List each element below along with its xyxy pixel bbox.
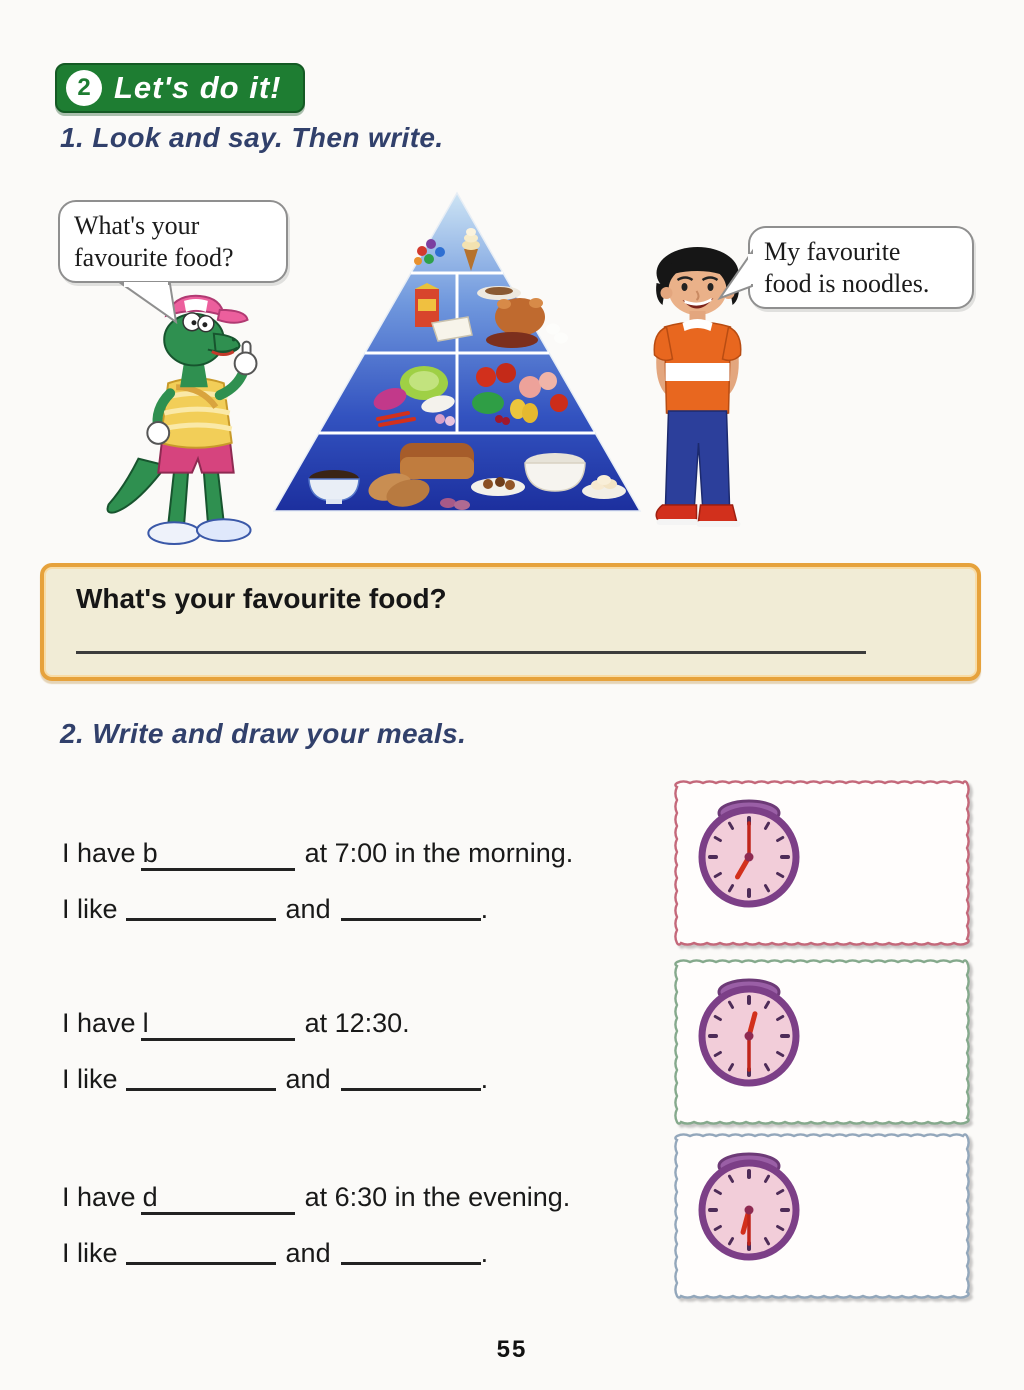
meal-name-blank[interactable] (141, 1008, 295, 1041)
blank-starting-letter: d (142, 1182, 158, 1212)
conjunction: and (285, 1238, 331, 1268)
drawing-frame-breakfast[interactable] (673, 779, 971, 947)
question-box (40, 563, 981, 681)
crocodile-character (96, 292, 286, 550)
food-blank-2[interactable] (341, 1238, 481, 1265)
end-punctuation: . (480, 1238, 489, 1268)
like-prefix: I like (62, 1238, 118, 1268)
have-suffix: at 6:30 in the evening. (304, 1182, 571, 1212)
meal-name-blank[interactable] (141, 838, 295, 871)
meal-block-dinner (62, 1182, 682, 1288)
bubble-text-line: What's your (74, 211, 200, 240)
meal-block-lunch (62, 1008, 682, 1114)
lets-do-it-badge (55, 63, 305, 113)
badge-number-circle: 2 (66, 70, 102, 106)
like-sentence (62, 1061, 682, 1094)
blank-starting-letter: l (142, 1008, 149, 1038)
food-blank-1[interactable] (126, 894, 276, 921)
question-answer-line[interactable] (76, 651, 866, 654)
speech-bubble-tail-right (714, 246, 758, 306)
bubble-text-line: food is noodles. (764, 268, 930, 298)
food-blank-2[interactable] (341, 894, 481, 921)
bubble-text-line: My favourite (764, 237, 901, 266)
meal-block-breakfast (62, 838, 682, 944)
have-prefix: I have (62, 1182, 136, 1212)
like-sentence (62, 891, 682, 924)
end-punctuation: . (480, 1064, 489, 1094)
boy-speech-bubble (748, 226, 974, 309)
have-prefix: I have (62, 1008, 136, 1038)
food-blank-2[interactable] (341, 1064, 481, 1091)
end-punctuation: . (480, 894, 489, 924)
question-text: What's your favourite food? (76, 583, 447, 614)
meal-name-blank[interactable] (141, 1182, 295, 1215)
section2-title: 2. Write and draw your meals. (60, 718, 467, 749)
drawing-frame-dinner[interactable] (673, 1132, 971, 1300)
clock-icon-12-30 (685, 966, 813, 1094)
clock-icon-7-00 (685, 787, 813, 915)
drawing-frame-lunch[interactable] (673, 958, 971, 1126)
have-prefix: I have (62, 838, 136, 868)
have-suffix: at 12:30. (304, 1008, 410, 1038)
food-blank-1[interactable] (126, 1064, 276, 1091)
blank-starting-letter: b (142, 838, 158, 868)
badge-label: Let's do it! (114, 70, 282, 105)
have-sentence (62, 1182, 682, 1215)
page-number: 55 (496, 1336, 528, 1363)
have-sentence (62, 1008, 682, 1041)
like-prefix: I like (62, 1064, 118, 1094)
food-blank-1[interactable] (126, 1238, 276, 1265)
speech-bubble-tail-left (112, 282, 182, 327)
have-sentence (62, 838, 682, 871)
conjunction: and (285, 1064, 331, 1094)
conjunction: and (285, 894, 331, 924)
clock-icon-6-30 (685, 1140, 813, 1268)
like-prefix: I like (62, 894, 118, 924)
have-suffix: at 7:00 in the morning. (304, 838, 574, 868)
like-sentence (62, 1235, 682, 1268)
section1-title: 1. Look and say. Then write. (60, 122, 444, 153)
crocodile-speech-bubble (58, 200, 288, 283)
food-pyramid-illustration (272, 191, 642, 513)
bubble-text-line: favourite food? (74, 242, 234, 272)
